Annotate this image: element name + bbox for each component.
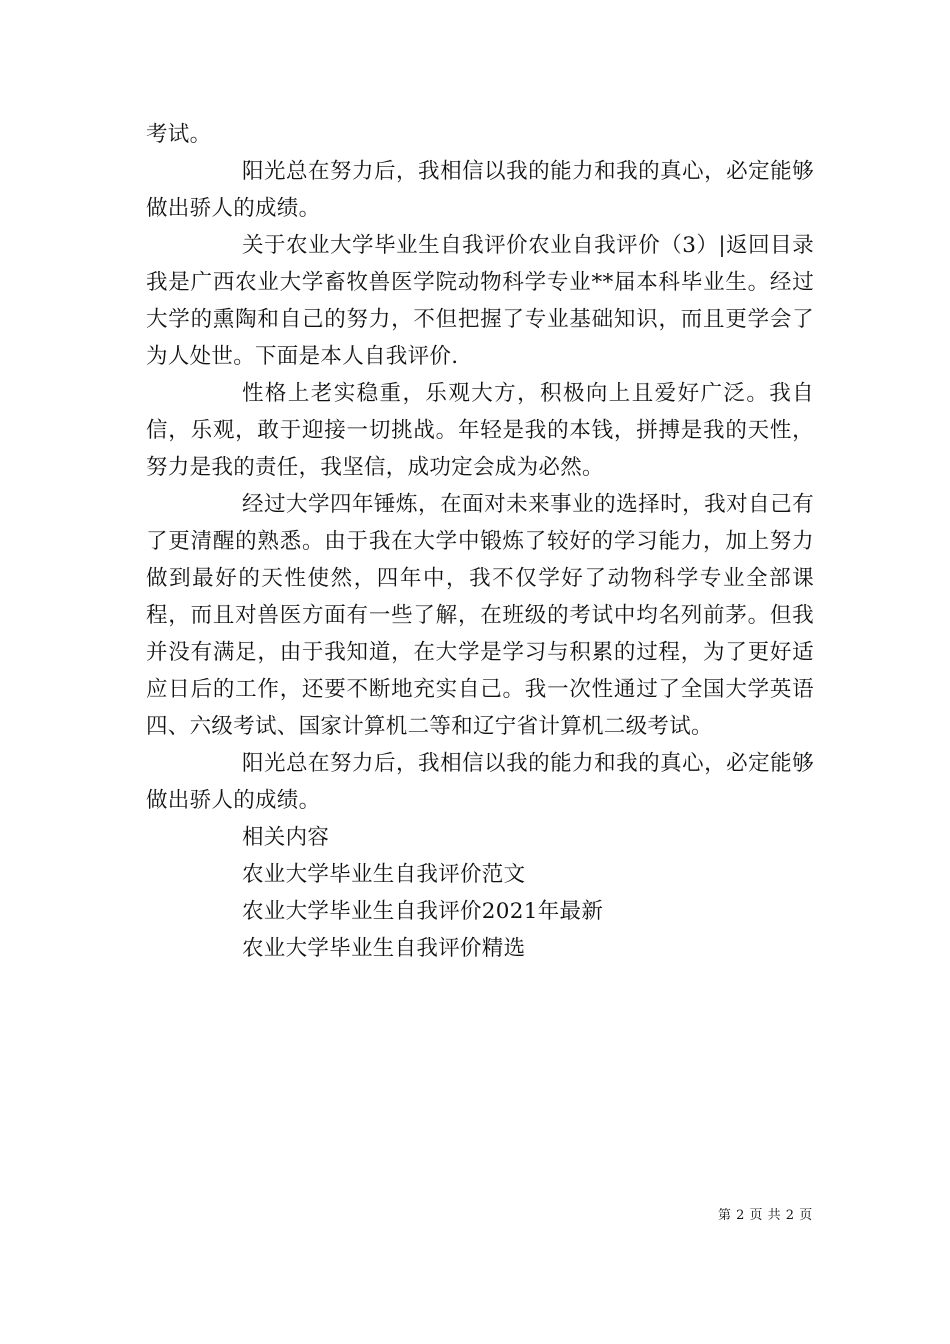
related-content-section bbox=[146, 819, 814, 967]
paragraph: 考试。 bbox=[146, 122, 212, 147]
document-body bbox=[146, 116, 814, 967]
related-link[interactable]: 农业大学毕业生自我评价范文 bbox=[242, 862, 526, 887]
paragraph: 阳光总在努力后，我相信以我的能力和我的真心，必定能够做出骄人的成绩。 bbox=[146, 751, 814, 813]
paragraph: 经过大学四年锤炼，在面对未来事业的选择时，我对自己有了更清醒的熟悉。由于我在大学中锻炼了较好的学习能力，加上努力做到最好的天性使然，四年中，我不仅学好了动物科学专业全部课程，而且对兽医方面有一些了解，在班级的考试中均名列前茅。但我并没有满足，由于我知道，在大学是学习与积累的过程，为了更好适应日后的工作，还要不断地充实自己。我一次性通过了全国大学英语四、六级考试、国家计算机二等和辽宁省计算机二级考试。 bbox=[146, 492, 814, 739]
related-link[interactable]: 农业大学毕业生自我评价2021年最新 bbox=[242, 899, 604, 924]
paragraph: 关于农业大学毕业生自我评价农业自我评价（3）|返回目录我是广西农业大学畜牧兽医学院动物科学专业**届本科毕业生。经过大学的熏陶和自己的努力，不但把握了专业基础知识，而且更学会了为人处世。下面是本人自我评价. bbox=[146, 233, 814, 369]
related-link[interactable]: 农业大学毕业生自我评价精选 bbox=[242, 936, 526, 961]
page-number: 第 2 页 共 2 页 bbox=[718, 1208, 813, 1223]
paragraph: 阳光总在努力后，我相信以我的能力和我的真心，必定能够做出骄人的成绩。 bbox=[146, 159, 814, 221]
paragraph: 性格上老实稳重，乐观大方，积极向上且爱好广泛。我自信，乐观，敢于迎接一切挑战。年轻是我的本钱，拼搏是我的天性，努力是我的责任，我坚信，成功定会成为必然。 bbox=[146, 381, 814, 480]
related-heading: 相关内容 bbox=[242, 825, 330, 850]
